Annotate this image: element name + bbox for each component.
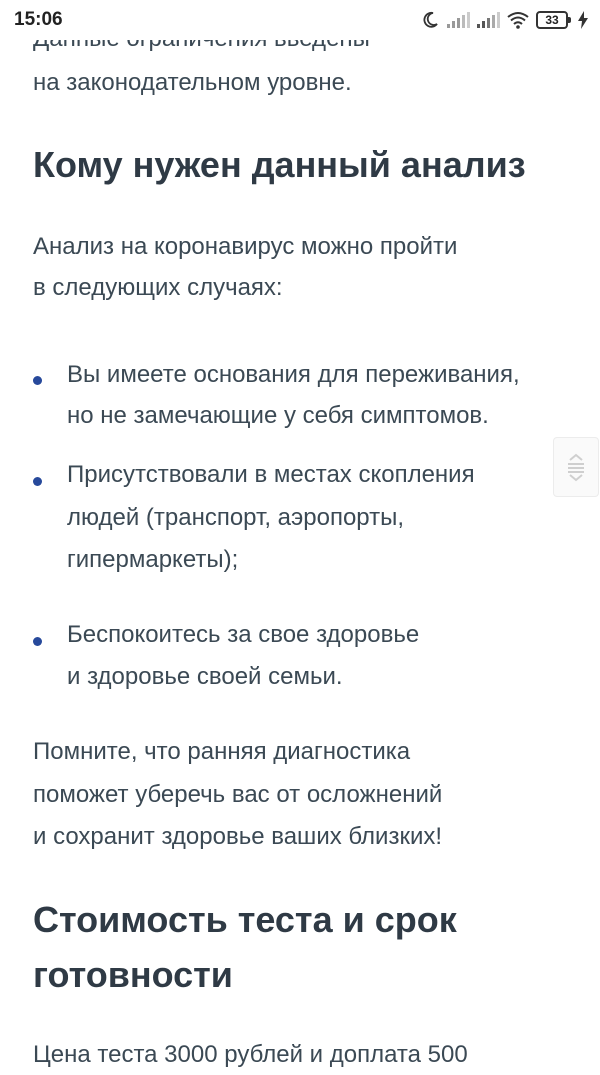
section-heading: готовности (33, 954, 233, 995)
section-heading: Стоимость теста и срок (33, 899, 457, 940)
list-item-line: гипермаркеты); (67, 546, 239, 573)
status-icons (420, 10, 588, 30)
paragraph-line: Цена теста 3000 рублей и доплата 500 (33, 1041, 468, 1068)
section-heading: Кому нужен данный анализ (33, 144, 526, 185)
list-item-line: Беспокоитесь за свое здоровье (67, 621, 420, 648)
paragraph-line: поможет уберечь вас от осложнений (33, 781, 443, 808)
status-time: 15:06 (14, 9, 63, 30)
scroll-handle-icon (565, 452, 587, 482)
list-item-line: но не замечающие у себя симптомов. (67, 402, 489, 429)
list-item-line: людей (транспорт, аэропорты, (67, 504, 405, 531)
scroll-handle[interactable] (553, 437, 599, 497)
paragraph-line: на законодательном уровне. (33, 69, 352, 96)
list-item-line: и здоровье своей семьи. (67, 663, 343, 690)
charging-icon (578, 11, 588, 29)
list-item-line: Вы имеете основания для переживания, (67, 361, 520, 388)
paragraph-line: Помните, что ранняя диагностика (33, 738, 411, 765)
bullet-dot-icon (33, 477, 42, 486)
battery-icon: 33 (536, 11, 568, 29)
status-bar (0, 0, 600, 40)
paragraph-line: Анализ на коронавирус можно пройти (33, 233, 458, 260)
bullet-dot-icon (33, 376, 42, 385)
wifi-icon (506, 11, 530, 29)
moon-icon (420, 10, 440, 30)
signal-icon (446, 11, 470, 29)
paragraph-line: и сохранит здоровье ваших близких! (33, 823, 443, 850)
list-item-line: Присутствовали в местах скопления (67, 461, 475, 488)
paragraph-line: в следующих случаях: (33, 274, 283, 301)
bullet-dot-icon (33, 637, 42, 646)
signal-icon (476, 11, 500, 29)
